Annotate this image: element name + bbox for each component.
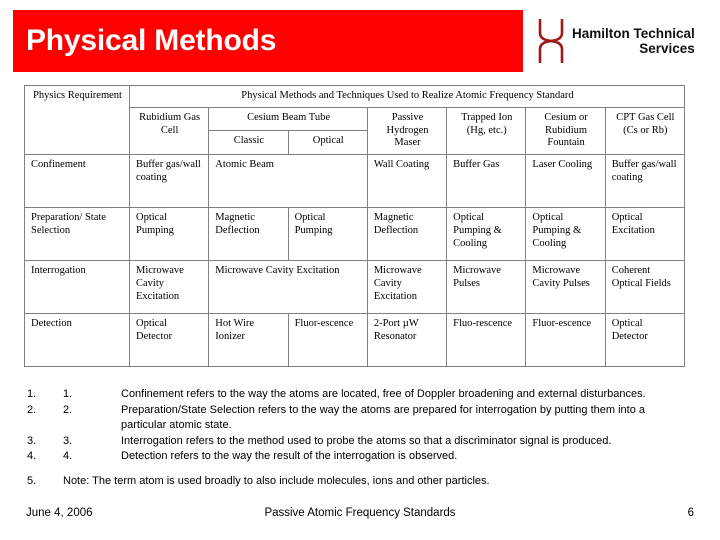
cell-interrogation-rubidium: Microwave Cavity Excitation [130, 261, 209, 314]
note-inner-number: 3. [63, 434, 73, 447]
note-item [27, 403, 695, 419]
slide-footer [0, 507, 720, 529]
note-outer-number: 4. [27, 450, 37, 463]
cell-preparation-trapped-ion: Optical Pumping & Cooling [447, 208, 526, 261]
table-row [25, 155, 685, 208]
note-text: Interrogation refers to the method used to probe the atoms so that a discriminator signal is produced. [121, 434, 612, 447]
header-group-title: Physical Methods and Techniques Used to Realize Atomic Frequency Standard [130, 86, 685, 108]
cell-detection-rubidium: Optical Detector [130, 314, 209, 367]
note-item [27, 434, 695, 450]
row-label-preparation: Preparation/ State Selection [25, 208, 130, 261]
footer-date: June 4, 2006 [26, 507, 93, 519]
row-label-interrogation: Interrogation [25, 261, 130, 314]
cell-confinement-rubidium: Buffer gas/wall coating [130, 155, 209, 208]
cell-preparation-cesium-classic: Magnetic Deflection [209, 208, 288, 261]
cell-preparation-rubidium: Optical Pumping [130, 208, 209, 261]
table-row [25, 208, 685, 261]
header-col-cesium-beam-tube: Cesium Beam Tube [209, 107, 368, 131]
chromosome-x-icon [536, 16, 566, 66]
header-col-fountain: Cesium or Rubidium Fountain [526, 107, 605, 154]
notes-list [27, 387, 695, 490]
note-inner-number: 4. [63, 450, 73, 463]
note-outer-number: 2. [27, 403, 37, 416]
cell-preparation-fountain: Optical Pumping & Cooling [526, 208, 605, 261]
note-item [27, 449, 695, 465]
cell-detection-trapped-ion: Fluo-rescence [447, 314, 526, 367]
header-subcol-classic: Classic [209, 131, 288, 155]
logo-wordmark [572, 26, 695, 56]
table-row [25, 314, 685, 367]
note-item-final [27, 474, 695, 490]
cell-confinement-hydrogen: Wall Coating [367, 155, 446, 208]
header-col-trapped-ion: Trapped Ion (Hg, etc.) [447, 107, 526, 154]
cell-detection-cesium-classic: Hot Wire Ionizer [209, 314, 288, 367]
cell-preparation-cpt: Optical Excitation [605, 208, 684, 261]
cell-confinement-cpt: Buffer gas/wall coating [605, 155, 684, 208]
note-text: Note: The term atom is used broadly to also include molecules, ions and other particles. [63, 475, 490, 488]
title-banner [13, 10, 523, 72]
physical-methods-table [24, 85, 685, 367]
note-text: Confinement refers to the way the atoms are located, free of Doppler broadening and external disturbances. [121, 388, 646, 400]
row-label-confinement: Confinement [25, 155, 130, 208]
cell-detection-fountain: Fluor-escence [526, 314, 605, 367]
cell-interrogation-cesium-beam: Microwave Cavity Excitation [209, 261, 368, 314]
header-col-passive-hydrogen-maser: Passive Hydrogen Maser [367, 107, 446, 154]
header-col-cpt-gas-cell: CPT Gas Cell (Cs or Rb) [605, 107, 684, 154]
cell-detection-cesium-optical: Fluor-escence [288, 314, 367, 367]
note-outer-number: 5. [27, 475, 37, 488]
header-subcol-optical: Optical [288, 131, 367, 155]
cell-interrogation-hydrogen: Microwave Cavity Excitation [367, 261, 446, 314]
note-outer-number: 3. [27, 434, 37, 447]
cell-detection-hydrogen: 2-Port µW Resonator [367, 314, 446, 367]
cell-interrogation-trapped-ion: Microwave Pulses [447, 261, 526, 314]
cell-confinement-trapped-ion: Buffer Gas [447, 155, 526, 208]
cell-confinement-fountain: Laser Cooling [526, 155, 605, 208]
note-item [27, 387, 695, 403]
footer-page-number: 6 [687, 507, 694, 519]
cell-interrogation-fountain: Microwave Cavity Pulses [526, 261, 605, 314]
note-continuation: particular atomic state. [121, 419, 232, 432]
note-outer-number: 1. [27, 388, 37, 400]
footer-subject: Passive Atomic Frequency Standards [264, 507, 456, 519]
note-inner-number: 2. [63, 403, 73, 416]
table-row [25, 261, 685, 314]
cell-preparation-hydrogen: Magnetic Deflection [367, 208, 446, 261]
header-physics-requirement: Physics Requirement [25, 86, 130, 155]
header-col-rubidium-gas-cell: Rubidium Gas Cell [130, 107, 209, 154]
note-inner-number: 1. [63, 388, 73, 400]
page-title: Physical Methods [26, 24, 277, 57]
cell-confinement-cesium-beam: Atomic Beam [209, 155, 368, 208]
note-text: Detection refers to the way the result of the interrogation is observed. [121, 450, 458, 463]
logo-line-1: Hamilton Technical [572, 25, 695, 41]
row-label-detection: Detection [25, 314, 130, 367]
table-header-row-1 [25, 86, 685, 108]
company-logo [536, 10, 716, 72]
note-text: Preparation/State Selection refers to the way the atoms are prepared for interrogation by putting them into a [121, 403, 646, 416]
logo-line-2: Services [639, 41, 695, 56]
cell-preparation-cesium-optical: Optical Pumping [288, 208, 367, 261]
cell-interrogation-cpt: Coherent Optical Fields [605, 261, 684, 314]
cell-detection-cpt: Optical Detector [605, 314, 684, 367]
